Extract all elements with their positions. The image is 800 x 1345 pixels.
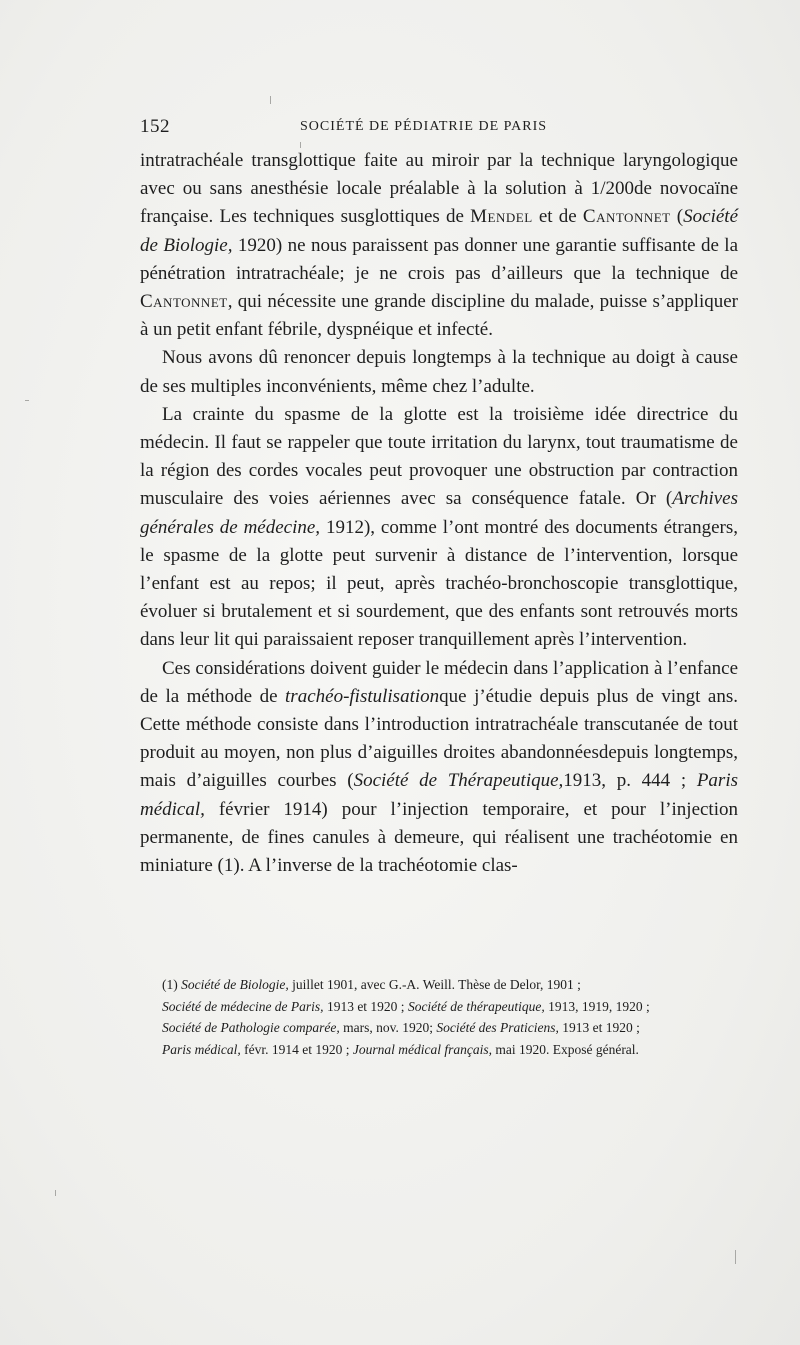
citation: Société de Biologie, (181, 977, 289, 992)
scan-speck (300, 142, 301, 148)
text-run: février 1914) pour l’injection temporaire, et pour l’injection permanente, de fines canules à demeure, qui réalisent une trachéotomie en miniature (1). A l’inverse de la trachéotomie clas- (140, 798, 738, 877)
text-run: Nous avons dû renoncer depuis longtemps à la technique au doigt à cause de ses multiples inconvénients, même chez l’adulte. (140, 347, 738, 397)
page-number: 152 (140, 116, 170, 137)
citation: Paris médical, (140, 770, 738, 820)
author-name: Cantonnet (582, 206, 671, 228)
citation: Société de Thérapeutique, (353, 770, 564, 792)
text-run: , qui nécessite une grande discipline du malade, puisse s’appliquer à un petit enfant fébrile, dyspnéique et infecté. (140, 291, 738, 341)
text-run: et de (532, 206, 583, 228)
footnotes (140, 974, 738, 1060)
footnote-line (140, 996, 738, 1018)
paragraph-1 (140, 147, 738, 344)
text-run: que j’étudie depuis plus de vingt ans. Cette méthode consiste dans l’introduction intratrachéale transcutanée de tout produit au moyen, non plus d’aiguilles droites abandonnéesdepuis longtemps, mais d’aiguilles courbes ( (140, 685, 738, 792)
citation: Société de thérapeutique, (407, 998, 545, 1014)
citation: Archives générales de médecine, (140, 488, 738, 538)
text-run: 1913 et 1920 ; (558, 1020, 640, 1035)
footnote-line (140, 1017, 738, 1039)
footnote-line (140, 974, 738, 996)
text-run: 1920) ne nous paraissent pas donner une garantie suffisante de la pénétration intratrachéale; je ne crois pas d’ailleurs que la technique de (140, 234, 739, 284)
footnote-number: (1) (162, 977, 182, 992)
text-run: 1913 et 1920 ; (323, 998, 408, 1014)
footnote-line (140, 1039, 738, 1061)
author-name: Cantonnet (140, 291, 228, 313)
citation: Société de Biologie, (140, 206, 738, 256)
text-run: ( (670, 206, 684, 228)
paragraph-2 (140, 344, 738, 400)
scan-speck (735, 1250, 736, 1264)
running-head: SOCIÉTÉ DE PÉDIATRIE DE PARIS (300, 119, 548, 134)
text-run: juillet 1901, avec G.-A. Weill. Thèse de Delor, 1901 ; (288, 977, 581, 992)
citation: Journal médical français, (352, 1041, 492, 1057)
author-name: Mendel (470, 206, 533, 228)
citation: Société de Pathologie comparée, (162, 1020, 340, 1035)
text-run: intratrachéale transglottique faite au miroir par la technique laryngologique avec ou sans anesthésie locale préalable à la solution à 1/200de novocaïne française. Les techniques susglottiques de (140, 150, 738, 228)
citation: Société des Praticiens, (436, 1020, 559, 1035)
page-header (140, 116, 738, 140)
text-run: 1913, p. 444 ; (563, 770, 697, 792)
text-run: févr. 1914 et 1920 ; (240, 1041, 353, 1057)
paragraph-3 (140, 401, 738, 655)
scan-speck (270, 96, 271, 104)
text-run: 1913, 1919, 1920 ; (544, 998, 650, 1014)
text-run: 1912), comme l’ont montré des documents étrangers, le spasme de la glotte peut survenir à distance de l’intervention, lorsque l’enfant est au repos; il peut, après trachéo-bronchoscopie transglottique, évoluer si brutalement et si sourdement, que des enfants sont retrouvés morts dans leur lit qui paraissaient reposer tranquillement après l’intervention. (140, 516, 738, 651)
citation: Paris médical, (162, 1041, 241, 1057)
text-run: Ces considérations doivent guider le médecin dans l’application à l’enfance de la méthode de (140, 657, 738, 707)
scan-speck (55, 1190, 56, 1196)
scan-speck (25, 400, 29, 401)
method-name: trachéo-fistulisation (285, 685, 440, 707)
paragraph-4 (140, 655, 738, 881)
text-run: mai 1920. Exposé général. (491, 1041, 639, 1057)
text-run: mars, nov. 1920; (339, 1020, 437, 1035)
body-text (140, 147, 738, 880)
citation: Société de médecine de Paris, (162, 998, 324, 1014)
text-run: La crainte du spasme de la glotte est la troisième idée directrice du médecin. Il faut se rappeler que toute irritation du larynx, tout traumatisme de la région des cordes vocales peut provoquer une obstruction par contraction musculaire des voies aériennes avec sa conséquence fatale. Or ( (140, 403, 738, 510)
